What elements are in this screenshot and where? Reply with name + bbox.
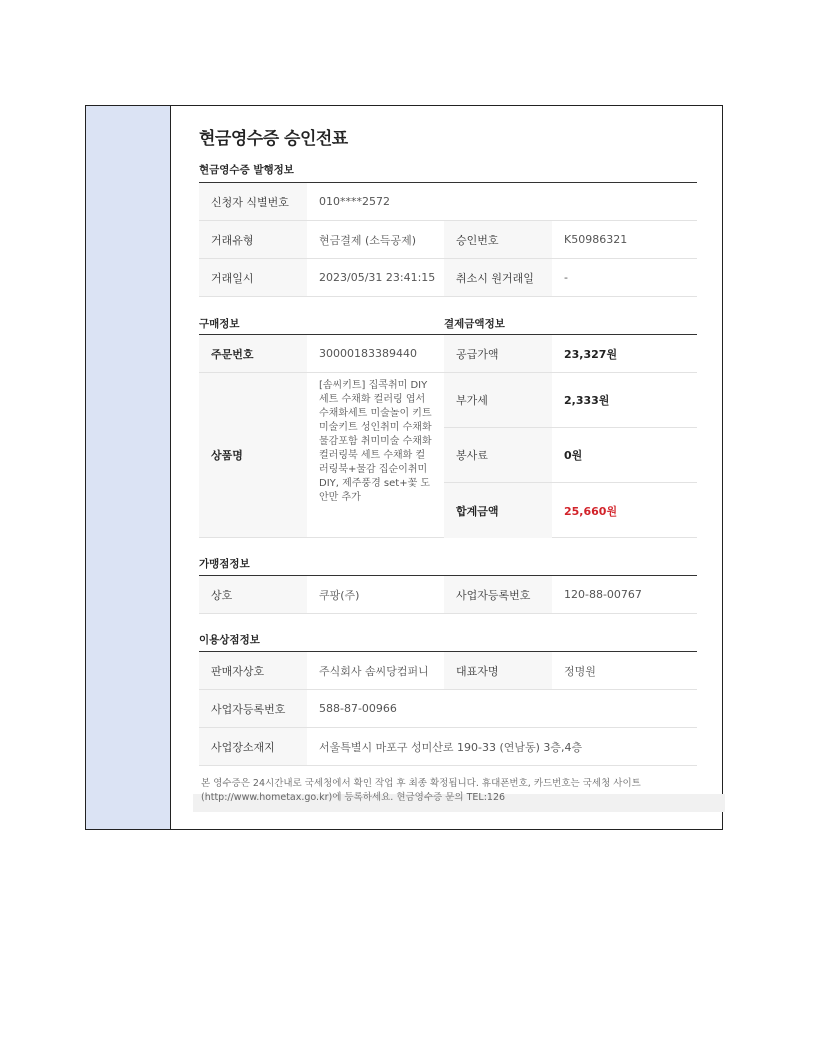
seller-value: 주식회사 솜씨당컴퍼니: [319, 664, 429, 678]
service-label: 봉사료: [444, 428, 552, 482]
product-value: [솜씨키트] 집콕취미 DIY 세트 수채화 컬러링 엽서 수채화세트 미술놀이 키트 미술키트 성인취미 수채화물감포함 취미미술 수채화 컬러링북 세트 수채화 컬러링북+물감 집순이취미 DIY, 제주풍경 set+꽃 도안만 추가: [319, 380, 432, 503]
table-row: [444, 483, 697, 538]
merchant-name-label: 상호: [199, 576, 307, 613]
issue-table: [199, 182, 697, 297]
purchase-table: [199, 334, 697, 538]
service-value: 0원: [564, 449, 583, 462]
total-value: 25,660원: [564, 504, 618, 518]
vat-value: 2,333원: [564, 394, 610, 407]
product-label: 상품명: [199, 373, 307, 537]
total-label: 합계금액: [444, 483, 552, 538]
table-row: [199, 221, 697, 259]
payment-subtable: [444, 373, 697, 537]
applicant-id-label: 신청자 식별번호: [199, 183, 307, 220]
applicant-id-value: 010****2572: [319, 195, 390, 208]
seller-section-heading: 이용상점정보: [199, 634, 260, 646]
table-row: [199, 259, 697, 297]
content-column: [171, 106, 722, 829]
merchant-table: [199, 575, 697, 614]
approval-no-value: K50986321: [564, 233, 628, 246]
notice-text: 본 영수증은 24시간내로 국세청에서 확인 작업 후 최종 확정됩니다. 휴대폰번호, 카드번호는 국세청 사이트 (http://www.hometax.go.kr)에 등록하세요. 현금영수증 문의 TEL:126: [201, 778, 641, 803]
trade-type-value: 현금결제 (소득공제): [319, 233, 417, 247]
table-row: [199, 576, 697, 614]
ceo-value: 정명원: [564, 664, 596, 678]
merchant-name-value: 쿠팡(주): [319, 588, 360, 602]
trade-date-label: 거래일시: [199, 259, 307, 296]
seller-label: 판매자상호: [199, 652, 307, 689]
approval-no-label: 승인번호: [444, 221, 552, 258]
table-row: [444, 373, 697, 428]
merchant-biz-no-label: 사업자등록번호: [444, 576, 552, 613]
issue-section-heading: 현금영수증 발행정보: [199, 164, 294, 176]
order-no-label: 주문번호: [199, 335, 307, 372]
address-label: 사업장소재지: [199, 728, 307, 765]
seller-biz-no-value: 588-87-00966: [319, 702, 397, 715]
trade-type-label: 거래유형: [199, 221, 307, 258]
seller-biz-no-label: 사업자등록번호: [199, 690, 307, 727]
ceo-label: 대표자명: [444, 652, 552, 689]
receipt-title: 현금영수증 승인전표: [199, 129, 348, 149]
vat-label: 부가세: [444, 373, 552, 427]
order-no-value: 30000183389440: [319, 347, 417, 360]
seller-table: [199, 651, 697, 766]
side-column: [86, 106, 171, 829]
purchase-section-heading: 구매정보: [199, 318, 240, 330]
table-row: [444, 428, 697, 483]
table-row: [199, 183, 697, 221]
table-row: [199, 690, 697, 728]
merchant-section-heading: 가맹점정보: [199, 558, 250, 570]
payment-section-heading: 결제금액정보: [444, 318, 505, 330]
supply-value: 23,327원: [564, 347, 618, 361]
table-row: [199, 652, 697, 690]
table-row: [199, 728, 697, 766]
merchant-biz-no-value: 120-88-00767: [564, 588, 642, 601]
product-block: [199, 373, 697, 538]
cancel-date-value: -: [564, 271, 568, 284]
cancel-date-label: 취소시 원거래일: [444, 259, 552, 296]
table-row: [199, 335, 697, 373]
address-value: 서울특별시 마포구 성미산로 190-33 (연남동) 3층,4층: [319, 740, 583, 754]
trade-date-value: 2023/05/31 23:41:15: [319, 271, 436, 284]
document-frame: [85, 105, 723, 830]
supply-label: 공급가액: [444, 335, 552, 372]
